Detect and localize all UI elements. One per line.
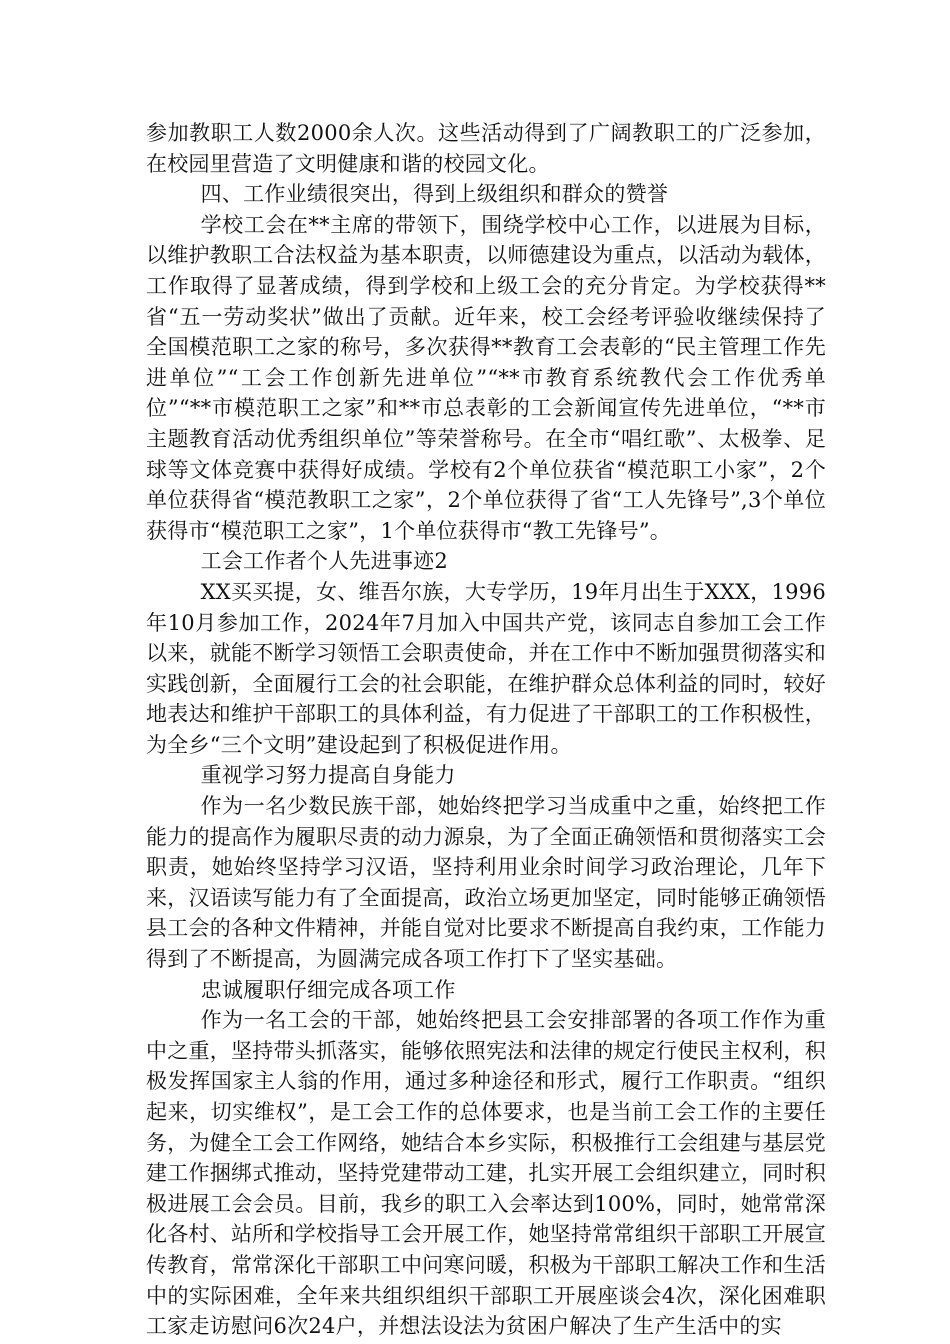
paragraph-study: 作为一名少数民族干部，她始终把学习当成重中之重，始终把工作能力的提高作为履职尽责的动力源泉，为了全面正确领悟和贯彻落实工会职责，她始终坚持学习汉语，坚持利用业余时间学习政治理论，几年下来，汉语读写能力有了全面提高，政治立场更加坚定，同时能够正确领悟县工会的各种文件精神，并能自觉对比要求不断提高自我约束，工作能力得到了不断提高，为圆满完成各项工作打下了坚实基础。 (146, 794, 826, 972)
section-heading-achievements: 四、工作业绩很突出，得到上级组织和群众的赞誉 (200, 182, 669, 207)
paragraph-profile: XX买买提，女、维吾尔族，大专学历，19年月出生于XXX，1996年10月参加工作，2024年7月加入中国共产党，该同志自参加工会工作以来，就能不断学习领悟工会职责使命，并在工作中不断加强贯彻落实和实践创新，全面履行工会的社会职能，在维护群众总体利益的同时，较好地表达和维护干部职工的具体利益，有力促进了干部职工的工作积极性，为全乡“三个文明”建设起到了积极促进作用。 (146, 579, 826, 757)
section-heading-study: 重视学习努力提高自身能力 (200, 763, 456, 788)
section-heading-duties: 忠诚履职仔细完成各项工作 (200, 977, 456, 1002)
paragraph-duties: 作为一名工会的干部，她始终把县工会安排部署的各项工作作为重中之重，坚持带头抓落实，能够依照宪法和法律的规定行使民主权利，积极发挥国家主人翁的作用，通过多种途径和形式，履行工作职责。“组织起来，切实维权”，是工会工作的总体要求，也是当前工会工作的主要任务，为健全工会工作网络，她结合本乡实际，积极推行工会组建与基层党建工作捆绑式推动，坚持党建带动工建，扎实开展工会组织建立，同时积极进展工会会员。目前，我乡的职工入会率达到100%，同时，她常常深化各村、站所和学校指导工会开展工作，她坚持常常组织干部职工开展宣传教育，常常深化干部职工中问寒问暖，积极为干部职工解决工作和生活中的实际困难，全年来共组织组织干部职工开展座谈会4次，深化困难职工家走访慰问6次24户，并想法设法为贫困户解决了生产生活中的实 (146, 1008, 826, 1339)
paragraph-achievements: 学校工会在**主席的带领下，围绕学校中心工作，以进展为目标，以维护教职工合法权益为基本职责，以师德建设为重点，以活动为载体，工作取得了显著成绩，得到学校和上级工会的充分肯定。为学校获得**省“五一劳动奖状”做出了贡献。近年来，校工会经考评验收继续保持了全国模范职工之家的称号，多次获得**教育工会表彰的“民主管理工作先进单位”“工会工作创新先进单位”“**市教育系统教代会工作优秀单位”“**市模范职工之家”和**市总表彰的工会新闻宣传先进单位，“**市主题教育活动优秀组织单位”等荣誉称号。在全市“唱红歌”、太极拳、足球等文体竞赛中获得好成绩。学校有2个单位获省“模范职工小家”，2个单位获得省“模范教职工之家”，2个单位获得了省“工人先锋号”,3个单位获得市“模范职工之家”，1个单位获得市“教工先锋号”。 (146, 212, 826, 543)
paragraph-continued: 参加教职工人数2000余人次。这些活动得到了广阔教职工的广泛参加，在校园里营造了文明健康和谐的校园文化。 (146, 121, 826, 176)
document-page (146, 118, 826, 1342)
section-heading-profile: 工会工作者个人先进事迹2 (200, 549, 448, 574)
